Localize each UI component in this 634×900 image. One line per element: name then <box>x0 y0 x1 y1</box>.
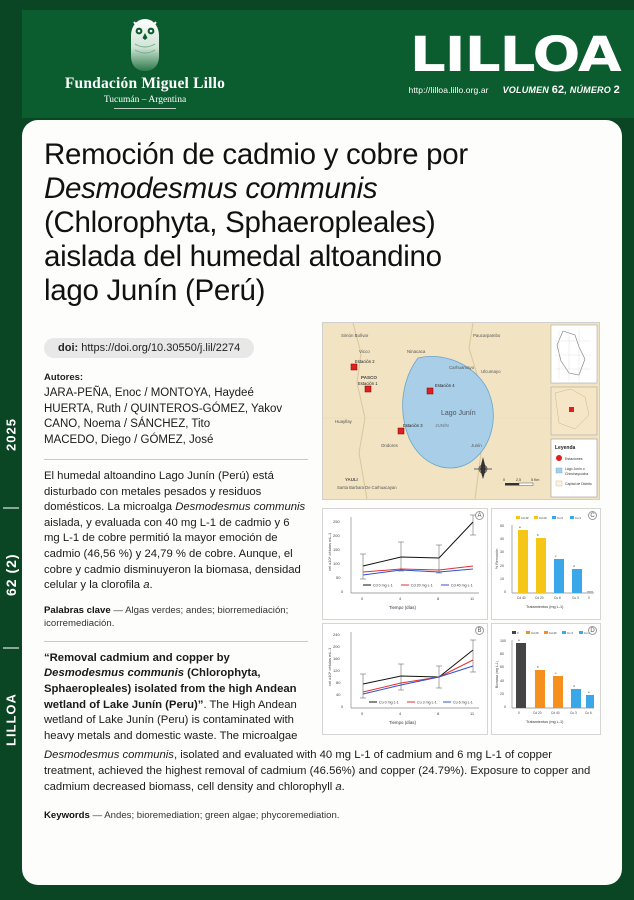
svg-text:Cd 20: Cd 20 <box>531 631 539 635</box>
doi-badge[interactable] <box>44 338 254 358</box>
region-label: YAULI <box>345 477 358 482</box>
author-line: HUERTA, Ruth / QUINTEROS-GÓMEZ, Yakov <box>44 402 283 415</box>
svg-text:0: 0 <box>361 711 364 716</box>
svg-text:120: 120 <box>333 668 340 673</box>
svg-text:60: 60 <box>500 665 504 669</box>
abstract-en-part3: . <box>341 780 345 793</box>
title-line-4: aislada del humedal altoandino <box>44 240 442 273</box>
keywords-spanish <box>44 604 308 630</box>
author-line: JARA-PEÑA, Enoc / MONTOYA, Haydeé <box>44 387 254 399</box>
masthead-meta <box>409 84 620 96</box>
place-label: Ninacaca <box>407 349 426 354</box>
keywords-english <box>44 809 600 822</box>
svg-text:Cd 20: Cd 20 <box>539 516 547 520</box>
chart-d-svg <box>492 624 600 734</box>
title-line-3: (Chlorophyta, Sphaeropleales) <box>44 206 436 239</box>
svg-text:Cd 20: Cd 20 <box>535 596 544 600</box>
svg-text:8: 8 <box>437 596 440 601</box>
svg-text:Cd 40: Cd 40 <box>517 596 526 600</box>
brand-rule <box>114 108 176 109</box>
station-label: Estación 4 <box>435 383 455 388</box>
keywords-en-label: Keywords <box>44 810 90 822</box>
content-columns <box>44 322 600 744</box>
svg-text:100: 100 <box>500 639 506 643</box>
place-label: Paucarpambo <box>473 333 501 338</box>
svg-text:250: 250 <box>333 519 340 524</box>
svg-text:0: 0 <box>504 590 506 594</box>
legend-lake-icon <box>556 468 562 473</box>
chart-d-bar-biomass <box>491 623 601 735</box>
station-marker <box>351 364 357 370</box>
place-label: Carhuamayo <box>449 365 475 370</box>
chart-a-line-cd <box>322 508 488 620</box>
svg-text:40: 40 <box>500 679 504 683</box>
svg-text:150: 150 <box>333 547 340 552</box>
svg-text:b: b <box>537 665 539 669</box>
legend-item: Lago Junín o <box>565 467 585 471</box>
abstract-es-chlorophyll: a <box>143 579 150 592</box>
volume-number: 62 <box>551 84 565 96</box>
spine-volume-issue: 62 (2) <box>3 553 19 597</box>
svg-text:Cu 0 mg L-1: Cu 0 mg L-1 <box>379 700 399 705</box>
svg-text:0: 0 <box>518 711 520 715</box>
svg-text:80: 80 <box>500 652 504 656</box>
svg-text:0: 0 <box>341 589 344 594</box>
svg-text:30: 30 <box>500 550 504 554</box>
foundation-name: Fundación Miguel Lillo <box>64 75 226 92</box>
svg-text:0: 0 <box>503 478 505 482</box>
place-label: Santa Barbara De Carhuacayan <box>337 485 397 490</box>
station-label: Estación 1 <box>358 381 378 386</box>
region-label: JUNÍN <box>435 423 449 428</box>
svg-text:200: 200 <box>333 644 340 649</box>
abstract-es-part2: aislada, y evaluada con 40 mg L-1 de cadmio y 6 mg L-1 de cobre permitió la mayor emoción de cadmio (46,56 %) y 24,79 % de cobre. Aunque, el cobre y cadmio disminuyeron la biomasa, densidad celular y la clorofila <box>44 516 301 592</box>
svg-text:% Remoción: % Remoción <box>495 548 499 569</box>
station-marker <box>427 388 433 394</box>
authors-label: Autores: <box>44 372 84 383</box>
abstract-en-bold-2: (Chlorophyta, Sphaeropleales) isolated from the high Andean wetland of Lake Junín (Peru)” <box>44 667 297 711</box>
keywords-en-dash: — <box>89 810 105 822</box>
place-label: Vicco <box>359 349 370 354</box>
svg-text:Cd 40: Cd 40 <box>551 711 560 715</box>
divider <box>44 459 308 460</box>
figure-charts-grid <box>322 508 600 735</box>
left-spine <box>0 115 22 885</box>
svg-text:Tiempo (días): Tiempo (días) <box>389 605 416 610</box>
article-card <box>22 120 622 885</box>
chart-b-line-cu <box>322 623 488 735</box>
doi-label: doi: <box>58 342 79 354</box>
svg-text:10: 10 <box>500 577 504 581</box>
left-column <box>44 322 322 744</box>
authors-list <box>44 386 308 448</box>
spine-journal-name: LILLOA <box>3 693 19 747</box>
study-area-map <box>322 322 600 500</box>
abstract-en-bold-1: “Removal cadmium and copper by <box>44 651 230 664</box>
svg-text:Cd 20: Cd 20 <box>533 711 542 715</box>
journal-url[interactable]: http://lilloa.lillo.org.ar <box>408 85 489 95</box>
svg-text:Cu 6: Cu 6 <box>585 711 592 715</box>
svg-text:Cu 6: Cu 6 <box>554 596 561 600</box>
abstract-en-species-bold: Desmodesmus communis <box>44 667 184 680</box>
legend-title: Leyenda <box>555 445 576 451</box>
svg-text:40: 40 <box>500 537 504 541</box>
svg-text:100: 100 <box>333 561 340 566</box>
svg-text:Biomasa (mg L-1): Biomasa (mg L-1) <box>495 661 499 688</box>
svg-text:20: 20 <box>500 564 504 568</box>
abstract-en-part1: . The High Andean wetland of Lake Junín (Peru) is contaminated with heavy metals and domestic waste. The microalgae <box>44 698 298 742</box>
svg-text:Tiempo (días): Tiempo (días) <box>389 720 416 725</box>
abstract-spanish <box>44 469 308 594</box>
svg-text:c: c <box>555 554 557 558</box>
keywords-es-dash: — <box>110 604 126 616</box>
svg-text:Cd 20 mg L-1: Cd 20 mg L-1 <box>411 583 433 588</box>
svg-text:11: 11 <box>470 711 475 716</box>
svg-text:8: 8 <box>437 711 440 716</box>
svg-text:11: 11 <box>470 596 475 601</box>
svg-text:Cu 3: Cu 3 <box>575 516 581 520</box>
spine-divider <box>3 507 19 509</box>
abstract-en-part2: , isolated and evaluated with 40 mg L-1 of cadmium and 6 mg L-1 of copper treatment, achieved the highest removal of cadmium (46.56%) and copper (24.79%). Exposure to copper and cadmium decreased biomass, cell density and chlorophyll <box>44 749 591 793</box>
svg-text:b: b <box>537 533 539 537</box>
author-line: MACEDO, Diego / GÓMEZ, José <box>44 433 214 446</box>
svg-text:0: 0 <box>341 704 344 709</box>
title-species: Desmodesmus communis <box>44 172 378 205</box>
svg-text:40: 40 <box>336 692 341 697</box>
svg-text:Cd 40: Cd 40 <box>521 516 529 520</box>
station-label: Estación 3 <box>403 423 423 428</box>
right-column <box>322 322 600 744</box>
svg-text:Tratamientos (mg L-1): Tratamientos (mg L-1) <box>526 720 564 724</box>
foundation-location: Tucumán – Argentina <box>103 95 187 105</box>
svg-text:4: 4 <box>399 711 402 716</box>
svg-text:Cu 6 mg L-1: Cu 6 mg L-1 <box>453 700 473 705</box>
svg-text:50: 50 <box>336 575 341 580</box>
svg-text:200: 200 <box>333 533 340 538</box>
issue-prefix: , NÚMERO <box>564 85 611 95</box>
svg-text:0: 0 <box>504 705 506 709</box>
page-title <box>44 138 600 308</box>
masthead <box>408 27 620 96</box>
svg-text:Cu 3: Cu 3 <box>567 631 573 635</box>
svg-text:Tratamientos (mg L-1): Tratamientos (mg L-1) <box>526 605 564 609</box>
legend-item: Estaciones <box>565 457 583 461</box>
svg-text:20: 20 <box>500 692 504 696</box>
chart-c-svg <box>492 509 600 619</box>
svg-text:2,5: 2,5 <box>516 478 521 482</box>
svg-text:0: 0 <box>517 631 519 635</box>
chart-c-tag: C <box>588 511 597 520</box>
keywords-es-label: Palabras clave <box>44 604 111 616</box>
svg-text:Cd 0 mg L-1: Cd 0 mg L-1 <box>373 583 393 588</box>
chart-b-tag: B <box>475 626 484 635</box>
keywords-es-value: Algas verdes; andes; biorremediación; icorremediación. <box>44 604 289 629</box>
legend-station-icon <box>556 455 562 461</box>
svg-text:5 Km: 5 Km <box>531 478 540 482</box>
spine-divider <box>3 647 19 649</box>
svg-text:Cu 3: Cu 3 <box>572 596 579 600</box>
page-header <box>22 10 634 118</box>
legend-item: Chinchaycocha <box>565 472 589 476</box>
inset-study-marker <box>569 407 574 412</box>
svg-text:d: d <box>573 564 575 568</box>
place-label: Junín <box>471 443 482 448</box>
svg-text:80: 80 <box>336 680 341 685</box>
station-marker <box>365 386 371 392</box>
place-label: Ondores <box>381 443 398 448</box>
volume-issue-label <box>503 84 620 96</box>
map-svg <box>323 323 599 499</box>
title-line-5: lago Junín (Perú) <box>44 274 266 307</box>
abstract-es-part1: El humedal altoandino Lago Junín (Perú) está disturbado con metales pesados y residuos domésticos. La microalga <box>44 470 274 514</box>
svg-text:Cu 6: Cu 6 <box>584 631 590 635</box>
place-label: Simón Bolívar <box>341 333 369 338</box>
keywords-en-value: Andes; bioremediation; green algae; phycoremediation. <box>104 810 340 822</box>
abstract-es-species-1: Desmodesmus communis <box>175 501 306 514</box>
station-marker <box>398 428 404 434</box>
svg-text:0: 0 <box>588 596 590 600</box>
region-label: PASCO <box>361 375 377 380</box>
owl-logo-icon <box>122 16 168 74</box>
abstract-english-continued <box>44 748 600 795</box>
svg-text:c: c <box>555 671 557 675</box>
svg-text:cel x10⁴ células mL-1: cel x10⁴ células mL-1 <box>327 647 332 686</box>
masthead-title: LILLOA <box>409 27 620 83</box>
chart-a-svg <box>323 509 487 619</box>
author-line: CANO, Noema / SÁNCHEZ, Tito <box>44 418 211 430</box>
foundation-brand <box>40 16 250 109</box>
chart-a-tag: A <box>475 511 484 520</box>
svg-text:a: a <box>519 525 521 529</box>
chart-c-bar-removal <box>491 508 601 620</box>
spine-year: 2025 <box>3 418 19 452</box>
chart-b-svg <box>323 624 487 734</box>
svg-text:Cd 40: Cd 40 <box>549 631 557 635</box>
doi-link[interactable]: https://doi.org/10.30550/j.lil/2274 <box>81 342 241 354</box>
chart-d-tag: D <box>588 626 597 635</box>
svg-text:0: 0 <box>361 596 364 601</box>
svg-text:4: 4 <box>399 596 402 601</box>
svg-text:Cu 6: Cu 6 <box>557 516 563 520</box>
abstract-english-top <box>44 651 308 745</box>
title-line-1: Remoción de cadmio y cobre por <box>44 138 468 171</box>
station-label: Estación 2 <box>355 359 375 364</box>
svg-text:Cu 3: Cu 3 <box>570 711 577 715</box>
svg-text:Cd 40 mg L-1: Cd 40 mg L-1 <box>451 583 473 588</box>
issue-number: 2 <box>613 84 620 96</box>
divider <box>44 641 308 642</box>
place-label: Ulcumayo <box>481 369 501 374</box>
svg-text:Cu 3 mg L-1: Cu 3 mg L-1 <box>417 700 437 705</box>
svg-text:160: 160 <box>333 656 340 661</box>
lake-label: Lago Junín <box>441 410 476 417</box>
abstract-es-part3: . <box>149 579 153 592</box>
svg-text:240: 240 <box>333 632 340 637</box>
svg-text:d: d <box>573 684 575 688</box>
svg-text:cel x10⁴ células mL-1: cel x10⁴ células mL-1 <box>327 532 332 571</box>
legend-capital-icon <box>556 481 562 486</box>
svg-text:a: a <box>518 638 520 642</box>
svg-text:e: e <box>588 690 590 694</box>
abstract-en-species: Desmodesmus communis <box>44 749 174 762</box>
abstract-en-chlorophyll: a <box>335 780 342 793</box>
svg-text:50: 50 <box>500 524 504 528</box>
volume-prefix: VOLUMEN <box>502 85 550 95</box>
place-label: Huayllay <box>335 419 352 424</box>
legend-item: Capital de Distrito <box>565 482 592 486</box>
